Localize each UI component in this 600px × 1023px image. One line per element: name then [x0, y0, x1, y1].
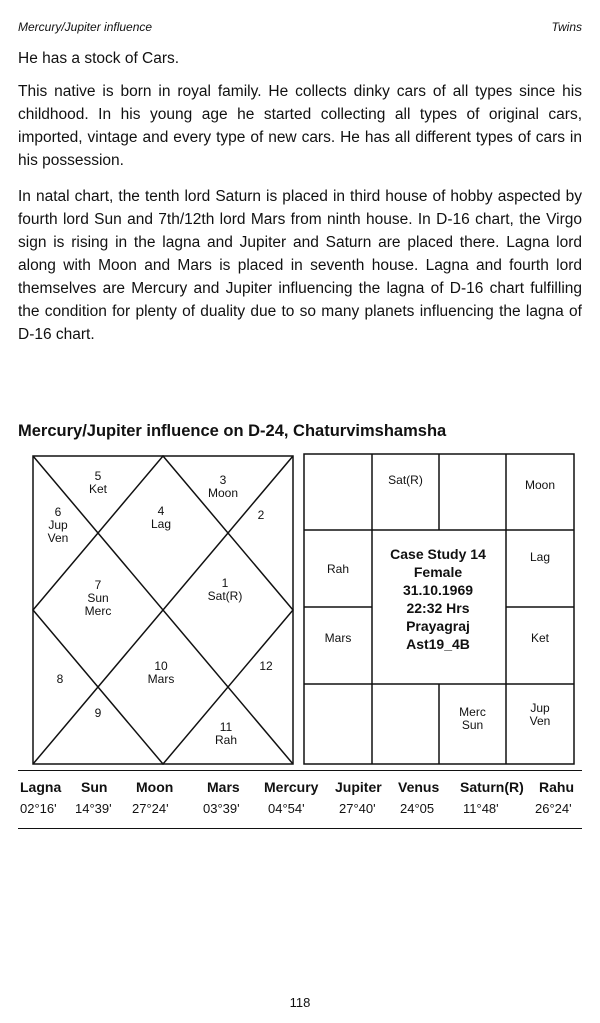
longitude-value-saturn: 11°48' — [463, 801, 499, 816]
longitude-header-moon: Moon — [136, 779, 174, 795]
longitude-value-lagna: 02°16' — [20, 801, 57, 816]
paragraph-stock-of-cars: He has a stock of Cars. — [18, 50, 180, 67]
longitude-value-moon: 27°24' — [132, 801, 169, 816]
north-house-11: 11 Rah — [214, 720, 238, 747]
case-study-time: 22:32 Hrs — [406, 600, 470, 616]
longitude-value-mercury: 04°54' — [268, 801, 305, 816]
page-number: 118 — [289, 995, 311, 1010]
longitude-header-venus: Venus — [398, 779, 440, 795]
longitude-value-venus: 24°05 — [400, 801, 435, 816]
longitude-header-mars: Mars — [207, 779, 240, 795]
longitude-value-rahu: 26°24' — [535, 801, 572, 816]
case-study-gender: Female — [413, 564, 463, 580]
south-cell-virgo: Jup Ven — [529, 701, 551, 728]
running-head-left: Mercury/Jupiter influence — [18, 20, 153, 34]
north-indian-chart — [32, 455, 294, 765]
case-study-id: Ast19_4B — [406, 636, 470, 652]
south-cell-leo: Ket — [530, 631, 549, 645]
south-cell-gemini: Moon — [524, 478, 556, 492]
paragraph-royal-family: This native is born in royal family. He collects dinky cars of all types since his childhood. In his young age he started collecting all types of original cars, imported, vintage and every type of new cars. He has all different types of cars in his possession. — [18, 83, 582, 169]
longitude-header-jupiter: Jupiter — [335, 779, 382, 795]
north-house-1: 1 Sat(R) — [207, 576, 243, 603]
table-rule-top — [18, 770, 582, 771]
longitude-header-rahu: Rahu — [539, 779, 574, 795]
north-house-5: 5 Ket — [88, 469, 108, 496]
north-house-9: 9 — [94, 706, 102, 720]
longitude-header-lagna: Lagna — [20, 779, 62, 795]
table-rule-bottom — [18, 828, 582, 829]
north-house-3: 3 Moon — [207, 473, 239, 500]
longitude-value-jupiter: 27°40' — [339, 801, 376, 816]
south-cell-capricorn: Mars — [324, 631, 352, 645]
case-study-info — [372, 545, 504, 653]
south-cell-cancer: Lag — [529, 550, 551, 564]
case-study-date: 31.10.1969 — [402, 582, 474, 598]
longitude-header-sun: Sun — [81, 779, 108, 795]
north-house-8: 8 — [56, 672, 64, 686]
longitude-header-mercury: Mercury — [264, 779, 319, 795]
running-head-right: Twins — [551, 20, 582, 34]
south-cell-aquarius: Rah — [326, 562, 349, 576]
north-house-12: 12 — [259, 659, 273, 673]
case-study-title: Case Study 14 — [390, 546, 486, 562]
north-house-10: 10 Mars — [147, 659, 175, 686]
section-title: Mercury/Jupiter influence on D-24, Chaturvimshamsha — [18, 422, 447, 440]
longitude-header-saturn: Saturn(R) — [460, 779, 524, 795]
case-study-place: Prayagraj — [406, 618, 470, 634]
paragraph-natal-chart: In natal chart, the tenth lord Saturn is placed in third house of hobby aspected by fourth lord Sun and 7th/12th lord Mars from ninth house. In D-16 chart, the Virgo sign is rising in the lagna and Jupiter and Saturn are placed there. Lagna lord along with Moon and Mars is placed in seventh house. Lagna and fourth lord themselves are Mercury and Jupiter influencing the lagna of D-16 chart fulfilling the condition for plenty of duality due to so many planets influencing the lagna of D-16 chart. — [18, 188, 582, 343]
north-house-2: 2 — [257, 508, 265, 522]
longitude-value-sun: 14°39' — [75, 801, 112, 816]
longitude-value-mars: 03°39' — [203, 801, 240, 816]
north-house-4: 4 Lag — [150, 504, 172, 531]
north-house-7: 7 Sun Merc — [84, 578, 112, 618]
north-house-6: 6 Jup Ven — [47, 505, 69, 545]
south-cell-aries: Sat(R) — [388, 473, 423, 487]
south-cell-libra: Merc Sun — [459, 705, 486, 732]
